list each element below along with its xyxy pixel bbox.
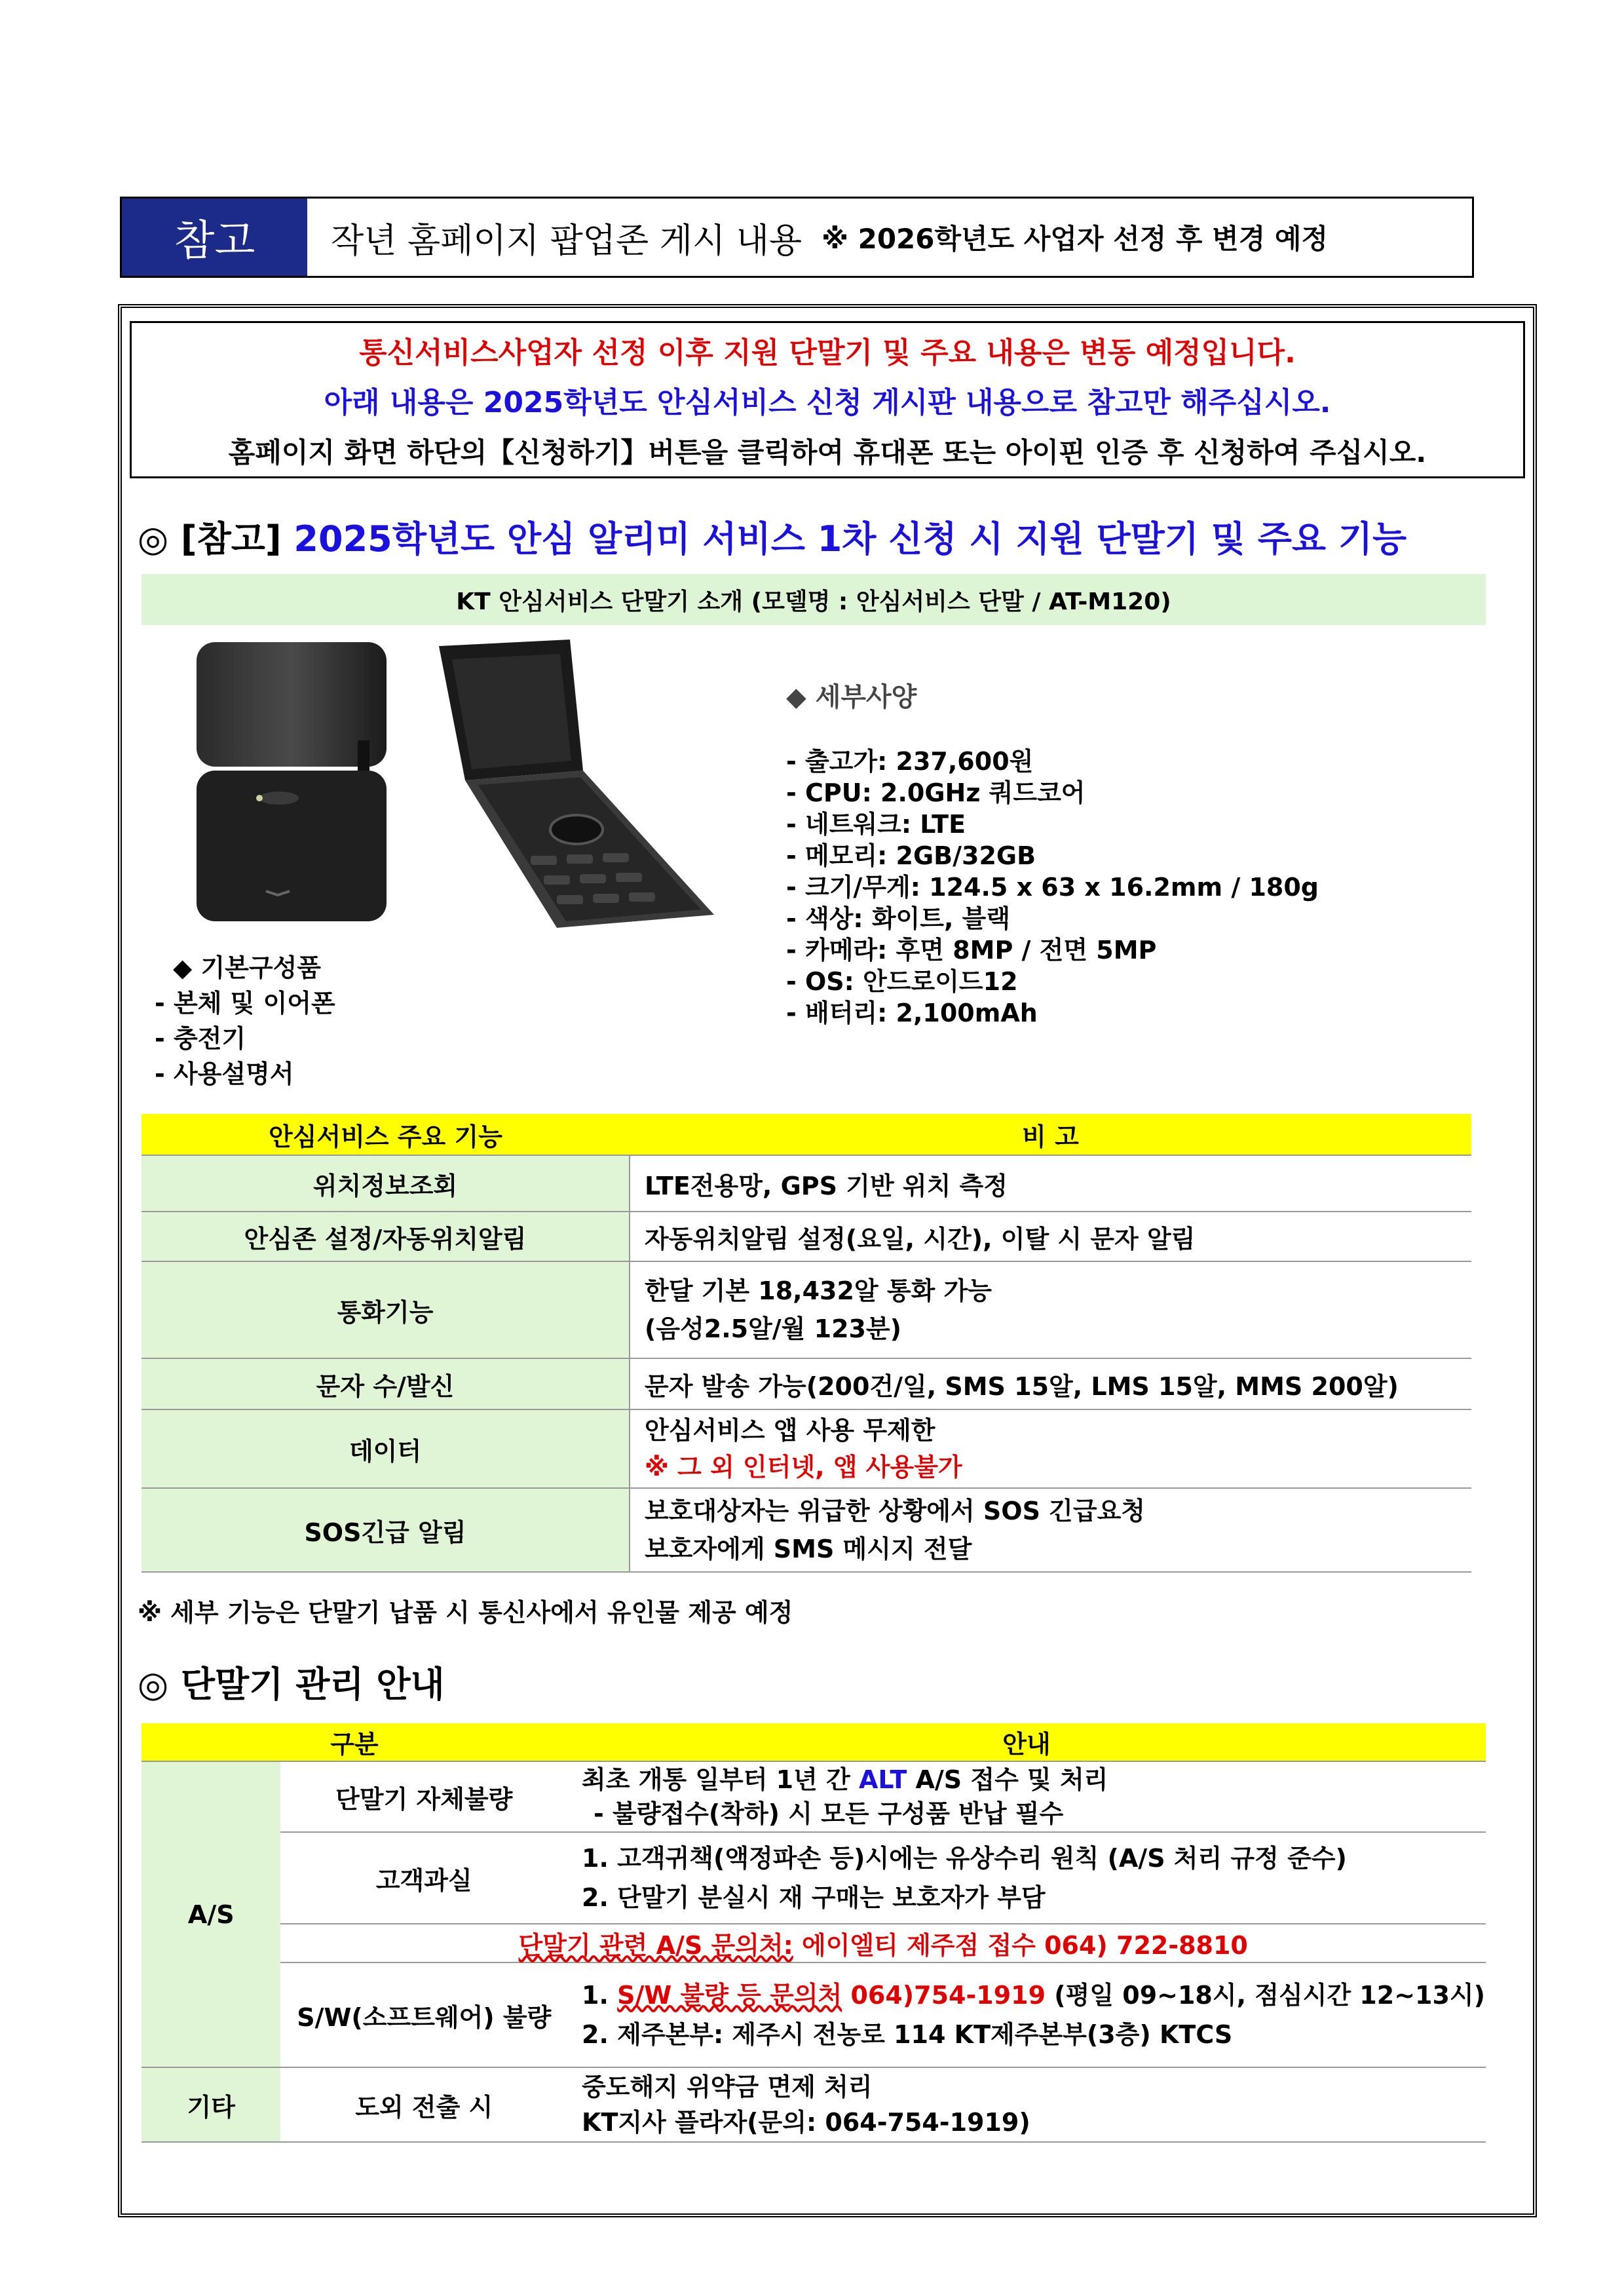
basic-item: - 사용설명서 — [155, 1060, 294, 1088]
table-row — [142, 1358, 1471, 1409]
header-title: 작년 홈페이지 팝업존 게시 내용 — [331, 221, 803, 261]
feature-name: 문자 수/발신 — [142, 1358, 630, 1409]
feature-name: 데이터 — [142, 1409, 630, 1488]
spec-list — [786, 681, 1319, 1029]
mgmt-guide — [567, 1761, 1486, 1832]
header-bar — [120, 197, 1474, 278]
table-row — [142, 1962, 1486, 2067]
remark-line: 보호대상자는 위급한 상황에서 SOS 긴급요청 — [645, 1497, 1145, 1525]
table-row — [142, 1924, 1486, 1962]
features-header-remark: 비 고 — [630, 1114, 1471, 1155]
management-table — [142, 1723, 1486, 2143]
features-header-function: 안심서비스 주요 기능 — [142, 1114, 630, 1155]
table-row — [142, 1761, 1486, 1832]
basic-item: - 충전기 — [155, 1024, 246, 1053]
spec-item: - 메모리: 2GB/32GB — [786, 841, 1036, 870]
header-label: 참고 — [122, 199, 307, 276]
spec-item: - 출고가: 237,600원 — [786, 747, 1034, 776]
guide-text: (평일 09~18시, 점심시간 12~13시) — [1046, 1981, 1485, 2010]
mgmt-subcategory: 고객과실 — [280, 1832, 567, 1924]
mgmt-header-category: 구분 — [142, 1723, 567, 1761]
header-title-area — [307, 199, 1472, 276]
guide-text: 1. — [582, 1981, 618, 2010]
as-contact-value: 에이엘티 제주점 접수 064) 722-8810 — [793, 1931, 1248, 1960]
mgmt-guide — [567, 1832, 1486, 1924]
table-row — [142, 2067, 1486, 2142]
guide-text: A/S 접수 및 처리 — [907, 1765, 1108, 1794]
guide-text: KT지사 플라자(문의: 064-754-1919) — [582, 2108, 1030, 2137]
table-row — [142, 1832, 1486, 1924]
spec-heading: ◆ 세부사양 — [786, 682, 917, 712]
spec-item: - OS: 안드로이드12 — [786, 967, 1018, 996]
mgmt-guide — [567, 1962, 1486, 2067]
as-contact-label: 단말기 관련 A/S 문의처: — [518, 1931, 793, 1960]
notice-line-3: 홈페이지 화면 하단의【신청하기】버튼을 클릭하여 휴대폰 또는 아이핀 인증 후 신청하여 주십시오. — [228, 436, 1427, 469]
basic-components — [155, 950, 335, 1092]
table-row — [142, 1212, 1471, 1261]
spec-item: - 네트워크: LTE — [786, 810, 966, 839]
phone-closed-image — [194, 642, 390, 924]
feature-name: SOS긴급 알림 — [142, 1488, 630, 1572]
remark-line: 보호자에게 SMS 메시지 전달 — [645, 1535, 972, 1563]
remark-line: (음성2.5알/월 123분) — [645, 1314, 902, 1343]
section2-heading: ◎ 단말기 관리 안내 — [138, 1664, 445, 1705]
header-note: ※ 2026학년도 사업자 선정 후 변경 예정 — [821, 223, 1329, 255]
guide-text: 중도해지 위약금 면제 처리 — [582, 2073, 873, 2101]
guide-text: 1. 고객귀책(액정파손 등)시에는 유상수리 원칙 (A/S 처리 규정 준수) — [582, 1844, 1347, 1873]
mgmt-subcategory: 도외 전출 시 — [280, 2067, 567, 2142]
spec-item: - 크기/무게: 124.5 x 63 x 16.2mm / 180g — [786, 873, 1319, 902]
feature-remark — [630, 1261, 1471, 1358]
table-row — [142, 1155, 1471, 1212]
feature-remark: 문자 발송 가능(200건/일, SMS 15알, LMS 15알, MMS 200알) — [630, 1358, 1471, 1409]
mgmt-subcategory: 단말기 자체불량 — [280, 1761, 567, 1832]
guide-text: 2. 단말기 분실시 재 구매는 보호자가 부담 — [582, 1883, 1046, 1912]
section1-heading — [138, 511, 1407, 562]
mgmt-subcategory: S/W(소프트웨어) 불량 — [280, 1962, 567, 2067]
feature-remark — [630, 1409, 1471, 1488]
basic-heading: ◆ 기본구성품 — [173, 953, 321, 982]
features-table — [142, 1114, 1471, 1573]
spec-item: - CPU: 2.0GHz 쿼드코어 — [786, 778, 1086, 807]
notice-box — [130, 321, 1525, 478]
table-row — [142, 1409, 1471, 1488]
feature-name: 위치정보조회 — [142, 1155, 630, 1212]
mgmt-guide — [567, 2067, 1486, 2142]
spec-item: - 색상: 화이트, 블랙 — [786, 904, 1011, 933]
sw-contact-label: S/W 불량 등 문의처 — [617, 1981, 842, 2010]
basic-item: - 본체 및 이어폰 — [155, 989, 335, 1018]
mgmt-header-guide: 안내 — [567, 1723, 1486, 1761]
table-row — [142, 1488, 1471, 1572]
guide-text: 2. 제주본부: 제주시 전농로 114 KT제주본부(3층) KTCS — [582, 2020, 1233, 2049]
table-row — [142, 1261, 1471, 1358]
remark-line: 안심서비스 앱 사용 무제한 — [645, 1416, 935, 1445]
phone-open-image — [426, 640, 727, 934]
feature-name: 통화기능 — [142, 1261, 630, 1358]
feature-remark: LTE전용망, GPS 기반 위치 측정 — [630, 1155, 1471, 1212]
as-category: A/S — [142, 1761, 280, 2067]
footnote: ※ 세부 기능은 단말기 납품 시 통신사에서 유인물 제공 예정 — [138, 1598, 793, 1627]
sw-contact-number: 064)754-1919 — [842, 1981, 1046, 2010]
notice-line-1: 통신서비스사업자 선정 이후 지원 단말기 및 주요 내용은 변동 예정입니다. — [359, 336, 1296, 370]
spec-item: - 카메라: 후면 8MP / 전면 5MP — [786, 936, 1157, 965]
remark-line: 한달 기본 18,432알 통화 가능 — [645, 1276, 992, 1305]
feature-remark: 자동위치알림 설정(요일, 시간), 이탈 시 문자 알림 — [630, 1212, 1471, 1261]
guide-text: - 불량접수(착하) 시 모든 구성품 반납 필수 — [594, 1799, 1064, 1828]
remark-warning: ※ 그 외 인터넷, 앱 사용불가 — [645, 1453, 962, 1482]
feature-name: 안심존 설정/자동위치알림 — [142, 1212, 630, 1261]
section1-prefix: ◎ [참고] — [138, 518, 282, 560]
kt-device-bar: KT 안심서비스 단말기 소개 (모델명 : 안심서비스 단말 / AT-M120) — [142, 574, 1486, 625]
feature-remark — [630, 1488, 1471, 1572]
spec-item: - 배터리: 2,100mAh — [786, 999, 1038, 1027]
notice-line-2: 아래 내용은 2025학년도 안심서비스 신청 게시판 내용으로 참고만 해주십시오. — [324, 386, 1331, 419]
section1-title: 2025학년도 안심 알리미 서비스 1차 신청 시 지원 단말기 및 주요 기능 — [293, 518, 1407, 560]
guide-text: 최초 개통 일부터 1년 간 — [582, 1765, 859, 1794]
guide-brand: ALT — [859, 1765, 907, 1794]
etc-category: 기타 — [142, 2067, 280, 2142]
as-contact — [280, 1924, 1486, 1962]
